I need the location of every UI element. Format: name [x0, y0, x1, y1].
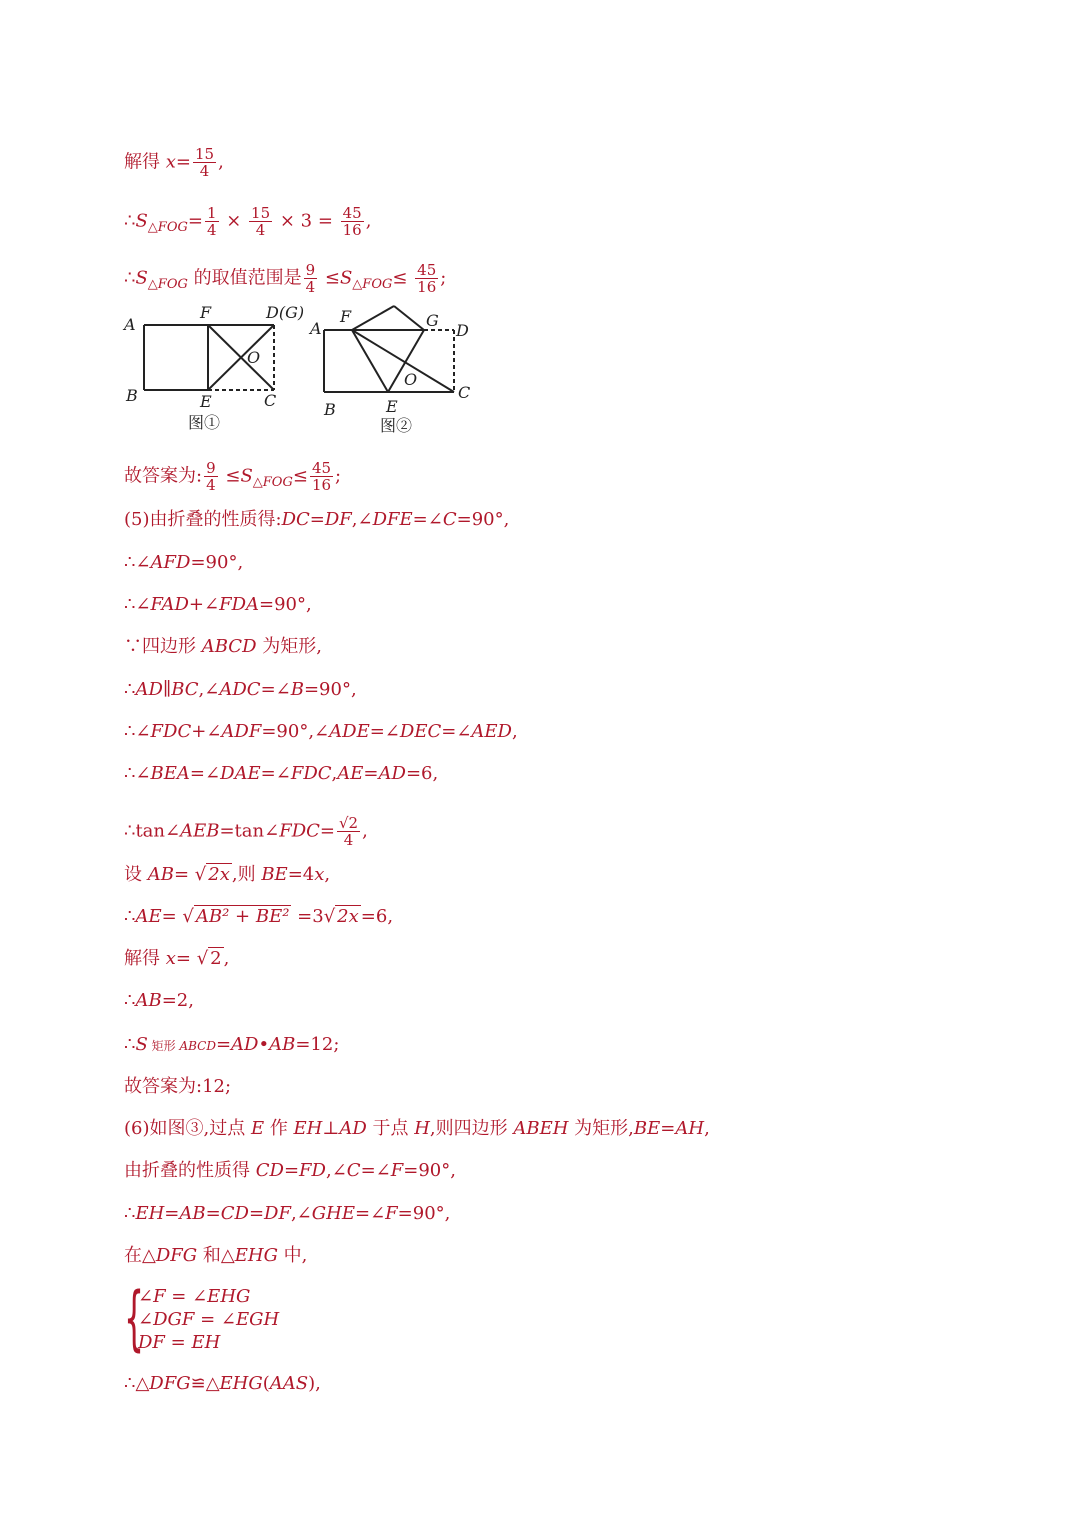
fig1-label-O: O: [247, 348, 261, 367]
step-eh-equal: ∴EH=AB=CD=DF,∠GHE=∠F=90°,: [124, 1203, 451, 1224]
fig2-label-F: F: [340, 307, 352, 326]
answer-12: 故答案为:12;: [124, 1076, 232, 1097]
step-let-ab: 设 AB= √ 2x ,则 BE=4x,: [124, 864, 331, 885]
step-tan: ∴tan∠AEB=tan∠FDC= $\frac{√2}{4}$ ,: [124, 814, 368, 849]
fig2-label-C: C: [458, 383, 471, 402]
step-fad-fda: ∴∠FAD+∠FDA=90°,: [124, 594, 312, 615]
step-area-range: $\therefore S_{\triangle FOG}$ 的取值范围是 $\frac{9}{4}$ $\le S_{\triangle FOG}\le$ $\frac{45}{16}$ ;: [124, 261, 447, 296]
step-parallel: ∴AD∥BC,∠ADC=∠B=90°,: [124, 679, 357, 700]
step-triangles: 在△DFG 和△EHG 中,: [124, 1245, 308, 1266]
part6-intro: (6)如图③,过点 E 作 EH⊥AD 于点 H,则四边形 ABEH 为矩形,BE=AH,: [124, 1118, 710, 1139]
part5-fold: (5)由折叠的性质得:DC=DF,∠DFE=∠C=90°,: [124, 509, 510, 530]
step-area-value: $\therefore S_{\triangle FOG}=$ $\frac{1}{4}$ × $\frac{15}{4}$ × 3 = $\frac{45}{16}$ ,: [124, 204, 372, 239]
fig1-label-F: F: [200, 303, 212, 322]
step-congruent: ∴△DFG≌△EHG(AAS),: [124, 1373, 321, 1394]
step-ab: ∴AB=2,: [124, 990, 194, 1011]
step-bea: ∴∠BEA=∠DAE=∠FDC,AE=AD=6,: [124, 763, 439, 784]
step-area-rect: ∴S 矩形 ABCD=AD•AB=12;: [124, 1034, 340, 1055]
fig2-label-G: G: [426, 311, 439, 330]
step-afd: ∴∠AFD=90°,: [124, 552, 244, 573]
fig1-label-B: B: [126, 386, 138, 405]
step-solve-x2: 解得 x= √ 2 ,: [124, 948, 230, 969]
part6-fold: 由折叠的性质得 CD=FD,∠C=∠F=90°,: [124, 1160, 456, 1181]
fig2-caption: 图②: [380, 416, 413, 435]
step-solve-x: 解得 x= $\frac{15}{4}$ ,: [124, 145, 224, 180]
fig2-label-E: E: [386, 397, 398, 416]
fig1-label-C: C: [264, 391, 277, 410]
step-ae: ∴AE= √ AB² + BE² =3√ 2x =6,: [124, 906, 394, 927]
geometry-figures: [120, 300, 480, 440]
fraction: $\frac{15}{4}$: [194, 145, 215, 180]
brace-icon: {: [124, 1277, 145, 1359]
step-rectangle: ∵四边形 ABCD 为矩形,: [124, 636, 322, 657]
fig2-label-O: O: [404, 370, 418, 389]
system-row-1: ∠F = ∠EHG: [138, 1286, 251, 1307]
fig1-label-E: E: [200, 392, 212, 411]
fig2-label-A: A: [310, 319, 322, 338]
step-fdc-adf: ∴∠FDC+∠ADF=90°,∠ADE=∠DEC=∠AED,: [124, 721, 518, 742]
fig1-label-DG: D(G): [266, 303, 305, 322]
fig1-label-A: A: [124, 315, 136, 334]
system-row-3: DF = EH: [138, 1332, 221, 1353]
fig2-label-D: D: [456, 321, 469, 340]
answer-range: 故答案为: $\frac{9}{4}$ $\le S_{\triangle FOG}\le$ $\frac{45}{16}$ ;: [124, 459, 342, 494]
system-row-2: ∠DGF = ∠EGH: [138, 1309, 280, 1330]
equation-system: [124, 1277, 280, 1359]
fig2-label-B: B: [324, 400, 336, 419]
fig1-caption: 图①: [188, 413, 221, 432]
